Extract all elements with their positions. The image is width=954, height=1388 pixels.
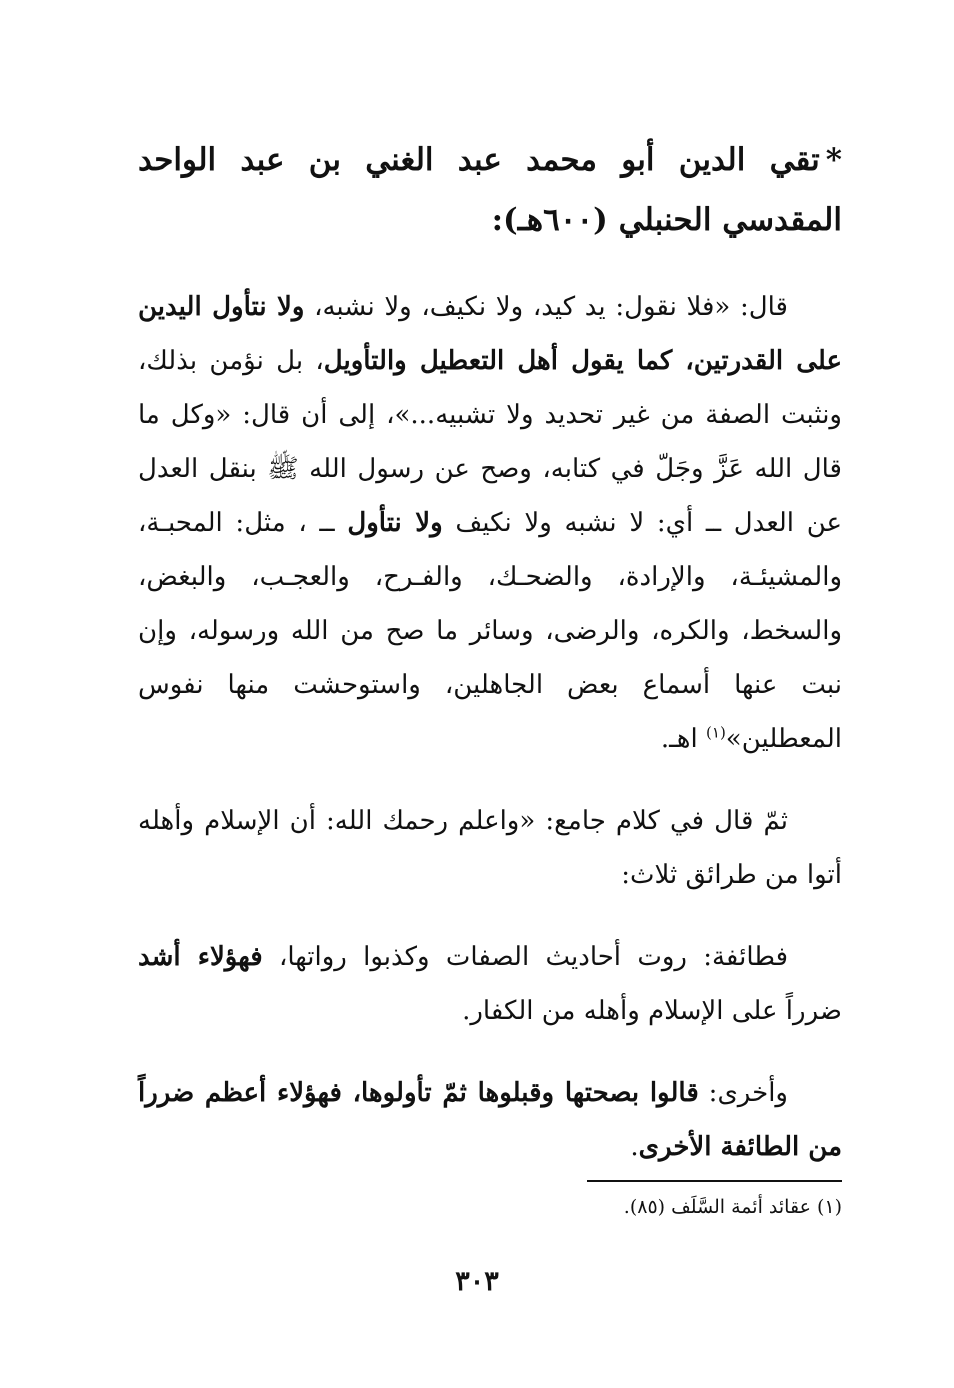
p3-segment-2: ضرراً على الإسلام وأهله من الكفار. <box>462 996 842 1026</box>
p4-segment-2: . <box>630 1132 639 1162</box>
footnote-divider <box>587 1180 842 1182</box>
paragraph-quote <box>138 280 842 766</box>
p1-segment-3: ــ ، مثل: المحبـة، والمشيئـة، والإرادة، والضحـك، والفـرح، والعجـب، والبغض، والسخط، والكره، والرضى، وسائر ما صح من الله ورسوله، وإن نبت عنها أسماع بعض الجاهلين، واستوحشت منها نفوس المعطلين» <box>138 508 842 754</box>
footnote: (١) عقائد أئمة السَّلَف (٨٥). <box>623 1196 842 1218</box>
footnote-reference: (١) <box>706 723 726 742</box>
p2-text: ثمّ قال في كلام جامع: «واعلم رحمك الله: أن الإسلام وأهله أتوا من طرائق ثلاث: <box>138 806 842 890</box>
p3-bold: فهؤلاء أشد <box>138 942 263 972</box>
section-heading <box>138 130 842 250</box>
p1-bold-1: ولا نتأول اليدين على القدرتين، كما يقول أهل التعطيل والتأويل <box>138 292 843 376</box>
p1-segment-2: ، بل نؤمن بذلك، ونثبت الصفة من غير تحديد ولا تشبيه...»، إلى أن قال: «وكل ما قال الله عَزَّ وجَلّ في كتابه، وصح عن رسول الله ﷺ بنقل العدل عن العدل ــ أي: لا نشبه ولا نكيف <box>138 346 843 538</box>
paragraph-second-group <box>138 1066 842 1174</box>
p1-end: اهـ. <box>660 724 707 754</box>
asterisk-marker: * <box>825 142 842 178</box>
paragraph-first-group <box>138 930 842 1038</box>
p4-bold: قالوا بصحتها وقبلوها ثمّ تأولوها، فهؤلاء أعظم ضرراً من الطائفة الأخرى <box>138 1078 842 1162</box>
p3-segment-1: فطائفة: روت أحاديث الصفات وكذبوا رواتها، <box>262 942 789 972</box>
p1-bold-2: ولا نتأول <box>347 508 443 538</box>
heading-text: تقي الدين أبو محمد عبد الغني بن عبد الواحد المقدسي الحنبلي (٦٠٠هـ): <box>138 142 842 238</box>
p1-segment-1: قال: «فلا نقول: يد كيد، ولا نكيف، ولا نشبه، <box>304 292 788 322</box>
p4-segment-1: وأخرى: <box>698 1078 788 1108</box>
paragraph-three-ways <box>138 794 842 902</box>
page-number: ٣٠٣ <box>455 1266 499 1297</box>
